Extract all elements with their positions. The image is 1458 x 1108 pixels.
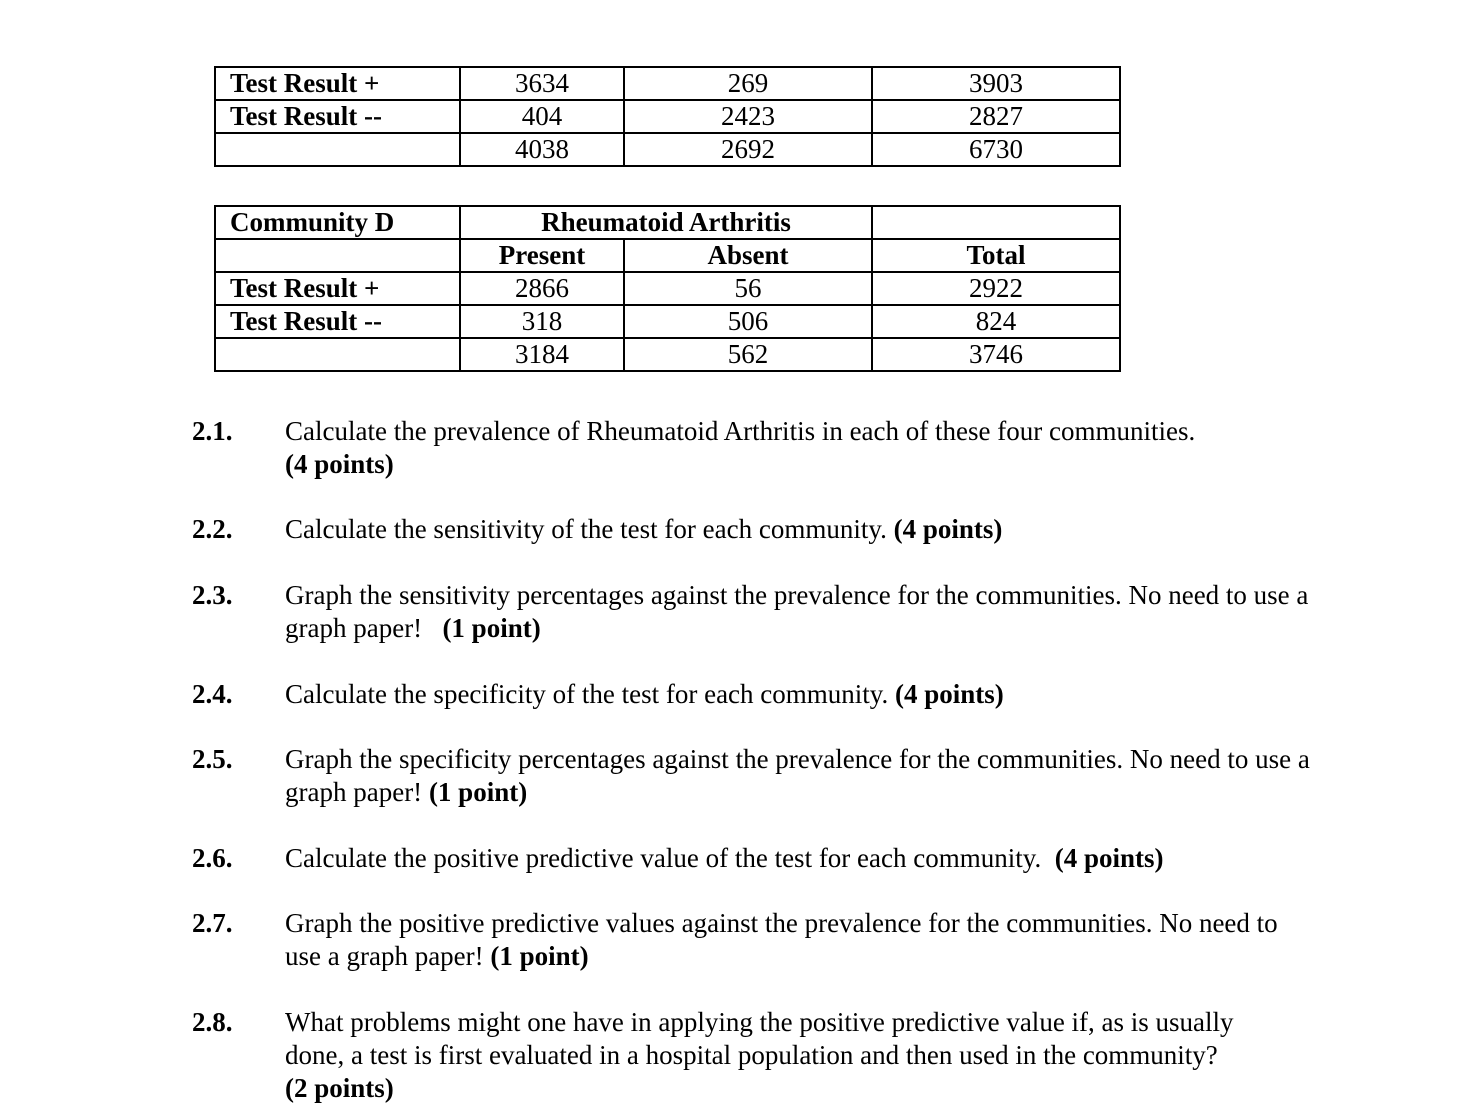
question-2-5 xyxy=(192,743,1332,809)
row-label xyxy=(215,338,460,371)
cell-total: 3903 xyxy=(872,67,1120,100)
question-text: Calculate the specificity of the test for each community. xyxy=(285,679,889,709)
cell-absent: 56 xyxy=(624,272,872,305)
table-row xyxy=(215,305,1120,338)
disease-header: Rheumatoid Arthritis xyxy=(460,206,872,239)
cell-absent: 506 xyxy=(624,305,872,338)
question-points: (1 point) xyxy=(442,613,541,643)
col-header-total: Total xyxy=(872,239,1120,272)
question-number: 2.5. xyxy=(192,744,233,774)
cell-total: 824 xyxy=(872,305,1120,338)
table-row xyxy=(215,133,1120,166)
cell-total: 2827 xyxy=(872,100,1120,133)
question-text: Graph the specificity percentages against the prevalence for the communities. No need to use a graph paper! xyxy=(285,744,1310,807)
question-points: (4 points) xyxy=(895,679,1004,709)
cell-present: 3184 xyxy=(460,338,624,371)
question-text: Graph the positive predictive values against the prevalence for the communities. No need to use a graph paper! xyxy=(285,908,1278,971)
question-number: 2.2. xyxy=(192,514,233,544)
table-header-row xyxy=(215,206,1120,239)
cell-absent: 562 xyxy=(624,338,872,371)
table-row xyxy=(215,272,1120,305)
table-row xyxy=(215,338,1120,371)
cell-absent: 2692 xyxy=(624,133,872,166)
row-label xyxy=(215,133,460,166)
cell-absent: 2423 xyxy=(624,100,872,133)
empty-header-cell xyxy=(872,206,1120,239)
question-text: Calculate the positive predictive value of the test for each community. xyxy=(285,843,1042,873)
row-label: Test Result -- xyxy=(215,305,460,338)
cell-present: 4038 xyxy=(460,133,624,166)
contingency-table-community-d xyxy=(214,205,1121,372)
question-points: (1 point) xyxy=(490,941,589,971)
question-number: 2.7. xyxy=(192,908,233,938)
cell-present: 404 xyxy=(460,100,624,133)
question-2-3 xyxy=(192,579,1332,645)
question-points: (1 point) xyxy=(428,777,528,807)
cell-absent: 269 xyxy=(624,67,872,100)
question-number: 2.8. xyxy=(192,1007,233,1037)
table-row xyxy=(215,100,1120,133)
question-2-6 xyxy=(192,842,1332,875)
table-subheader-row xyxy=(215,239,1120,272)
row-label: Test Result -- xyxy=(215,100,460,133)
question-number: 2.1. xyxy=(192,416,233,446)
row-label: Test Result + xyxy=(215,272,460,305)
cell-present: 318 xyxy=(460,305,624,338)
contingency-table-top xyxy=(214,66,1121,167)
community-label: Community D xyxy=(215,206,460,239)
question-2-4 xyxy=(192,678,1332,711)
question-number: 2.4. xyxy=(192,679,233,709)
col-header-present: Present xyxy=(460,239,624,272)
empty-label-cell xyxy=(215,239,460,272)
question-2-1 xyxy=(192,415,1332,481)
question-2-7 xyxy=(192,907,1332,973)
question-2-2 xyxy=(192,513,1332,546)
cell-present: 2866 xyxy=(460,272,624,305)
question-text: Graph the sensitivity percentages against the prevalence for the communities. No need to use a graph paper! xyxy=(285,580,1309,643)
cell-present: 3634 xyxy=(460,67,624,100)
question-text: What problems might one have in applying the positive predictive value if, as is usually done, a test is first evaluated in a hospital population and then used in the community? xyxy=(285,1007,1234,1070)
question-number: 2.6. xyxy=(192,843,233,873)
question-points: (4 points) xyxy=(285,449,394,479)
question-points: (4 points) xyxy=(1054,843,1164,873)
question-points: (4 points) xyxy=(893,514,1003,544)
question-text: Calculate the prevalence of Rheumatoid Arthritis in each of these four communities. xyxy=(285,416,1196,446)
question-text: Calculate the sensitivity of the test for each community. xyxy=(285,514,887,544)
row-label: Test Result + xyxy=(215,67,460,100)
question-number: 2.3. xyxy=(192,580,233,610)
question-2-8 xyxy=(192,1006,1332,1105)
question-points: (2 points) xyxy=(285,1073,394,1103)
cell-total: 3746 xyxy=(872,338,1120,371)
cell-total: 6730 xyxy=(872,133,1120,166)
col-header-absent: Absent xyxy=(624,239,872,272)
table-row xyxy=(215,67,1120,100)
cell-total: 2922 xyxy=(872,272,1120,305)
